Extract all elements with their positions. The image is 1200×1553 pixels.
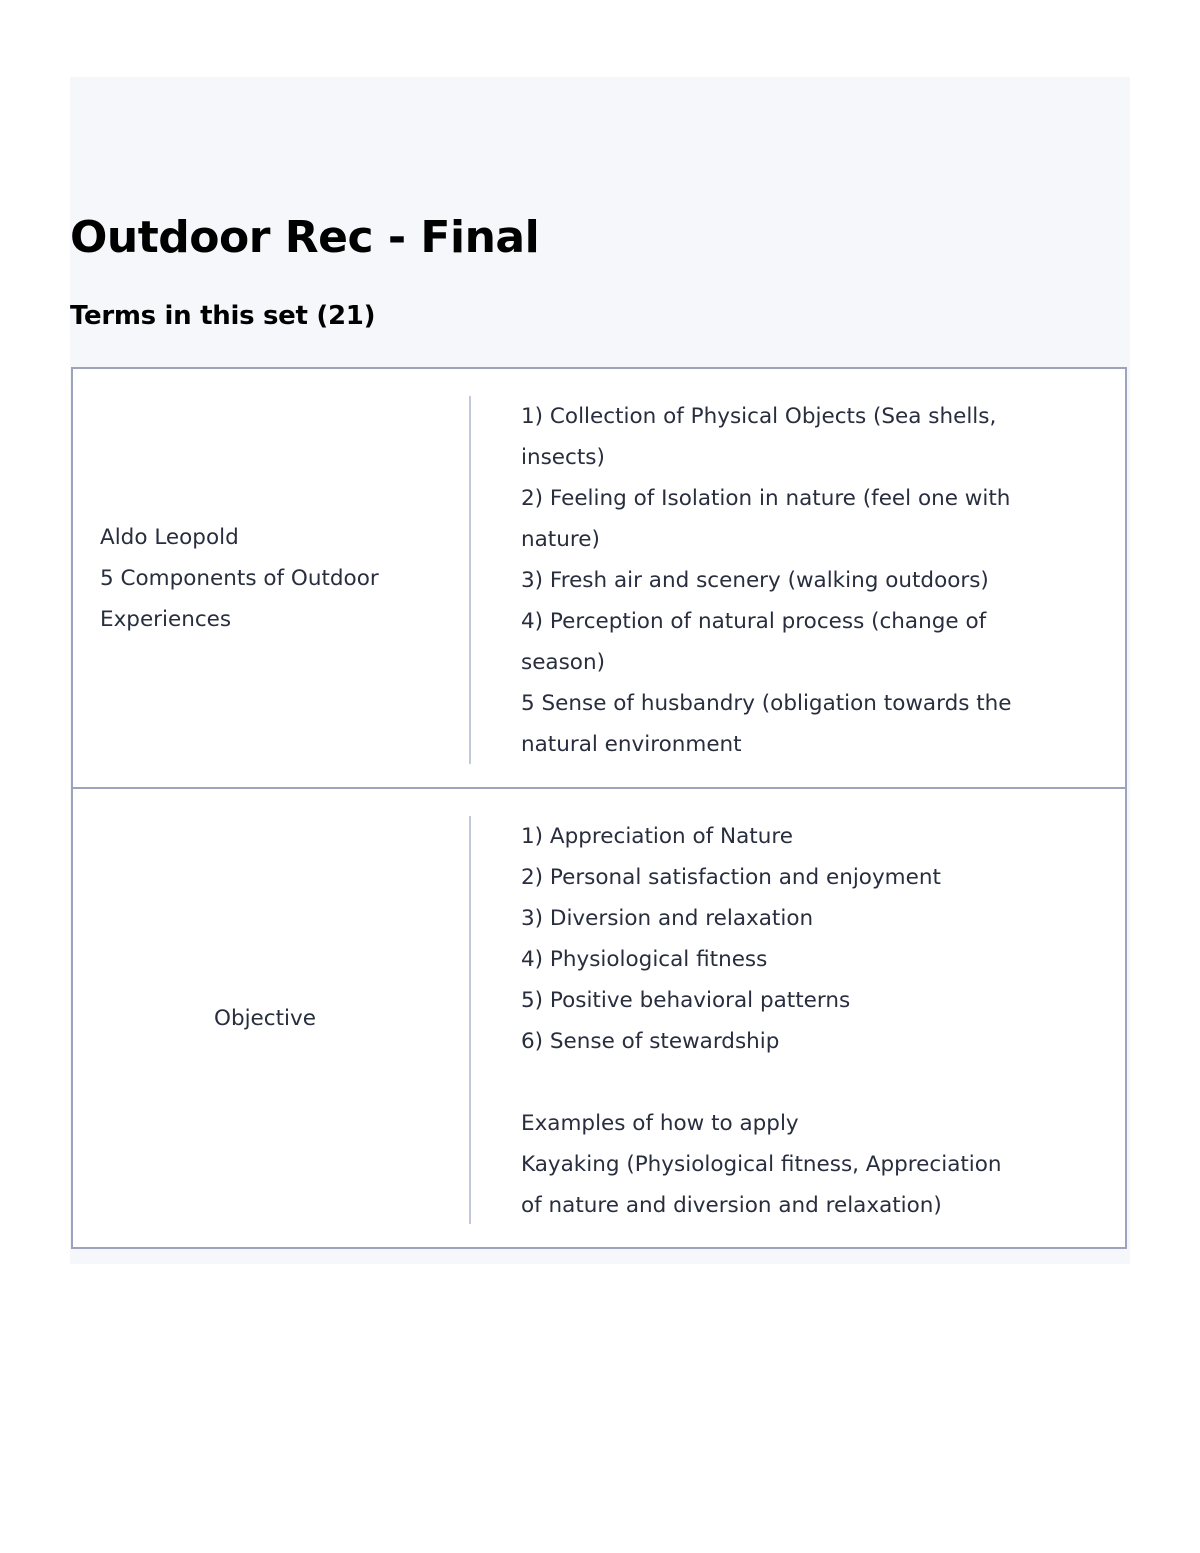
term-card — [71, 787, 1127, 1249]
definition-text: 1) Collection of Physical Objects (Sea shells, insects) 2) Feeling of Isolation in nature (feel one with nature) 3) Fresh air and scenery (walking outdoors) 4) Perception of natural process (change of season) 5 Sense of husbandry (obligation towards the natural environment — [521, 404, 1012, 757]
definition-text: 1) Appreciation of Nature 2) Personal satisfaction and enjoyment 3) Diversion and relaxation 4) Physiological fitness 5) Positive behavioral patterns 6) Sense of stewardship Examples of how to apply Kayaking (Physiological fitness, Appreciation of nature and diversion and relaxation) — [521, 824, 1002, 1218]
card-divider — [469, 816, 471, 1224]
terms-count-heading: Terms in this set (21) — [70, 301, 376, 331]
term-card — [71, 367, 1127, 789]
term-text: Objective — [214, 1005, 316, 1031]
set-title: Outdoor Rec - Final — [70, 212, 540, 263]
term-text: Aldo Leopold 5 Components of Outdoor Experiences — [100, 524, 379, 632]
card-divider — [469, 396, 471, 764]
